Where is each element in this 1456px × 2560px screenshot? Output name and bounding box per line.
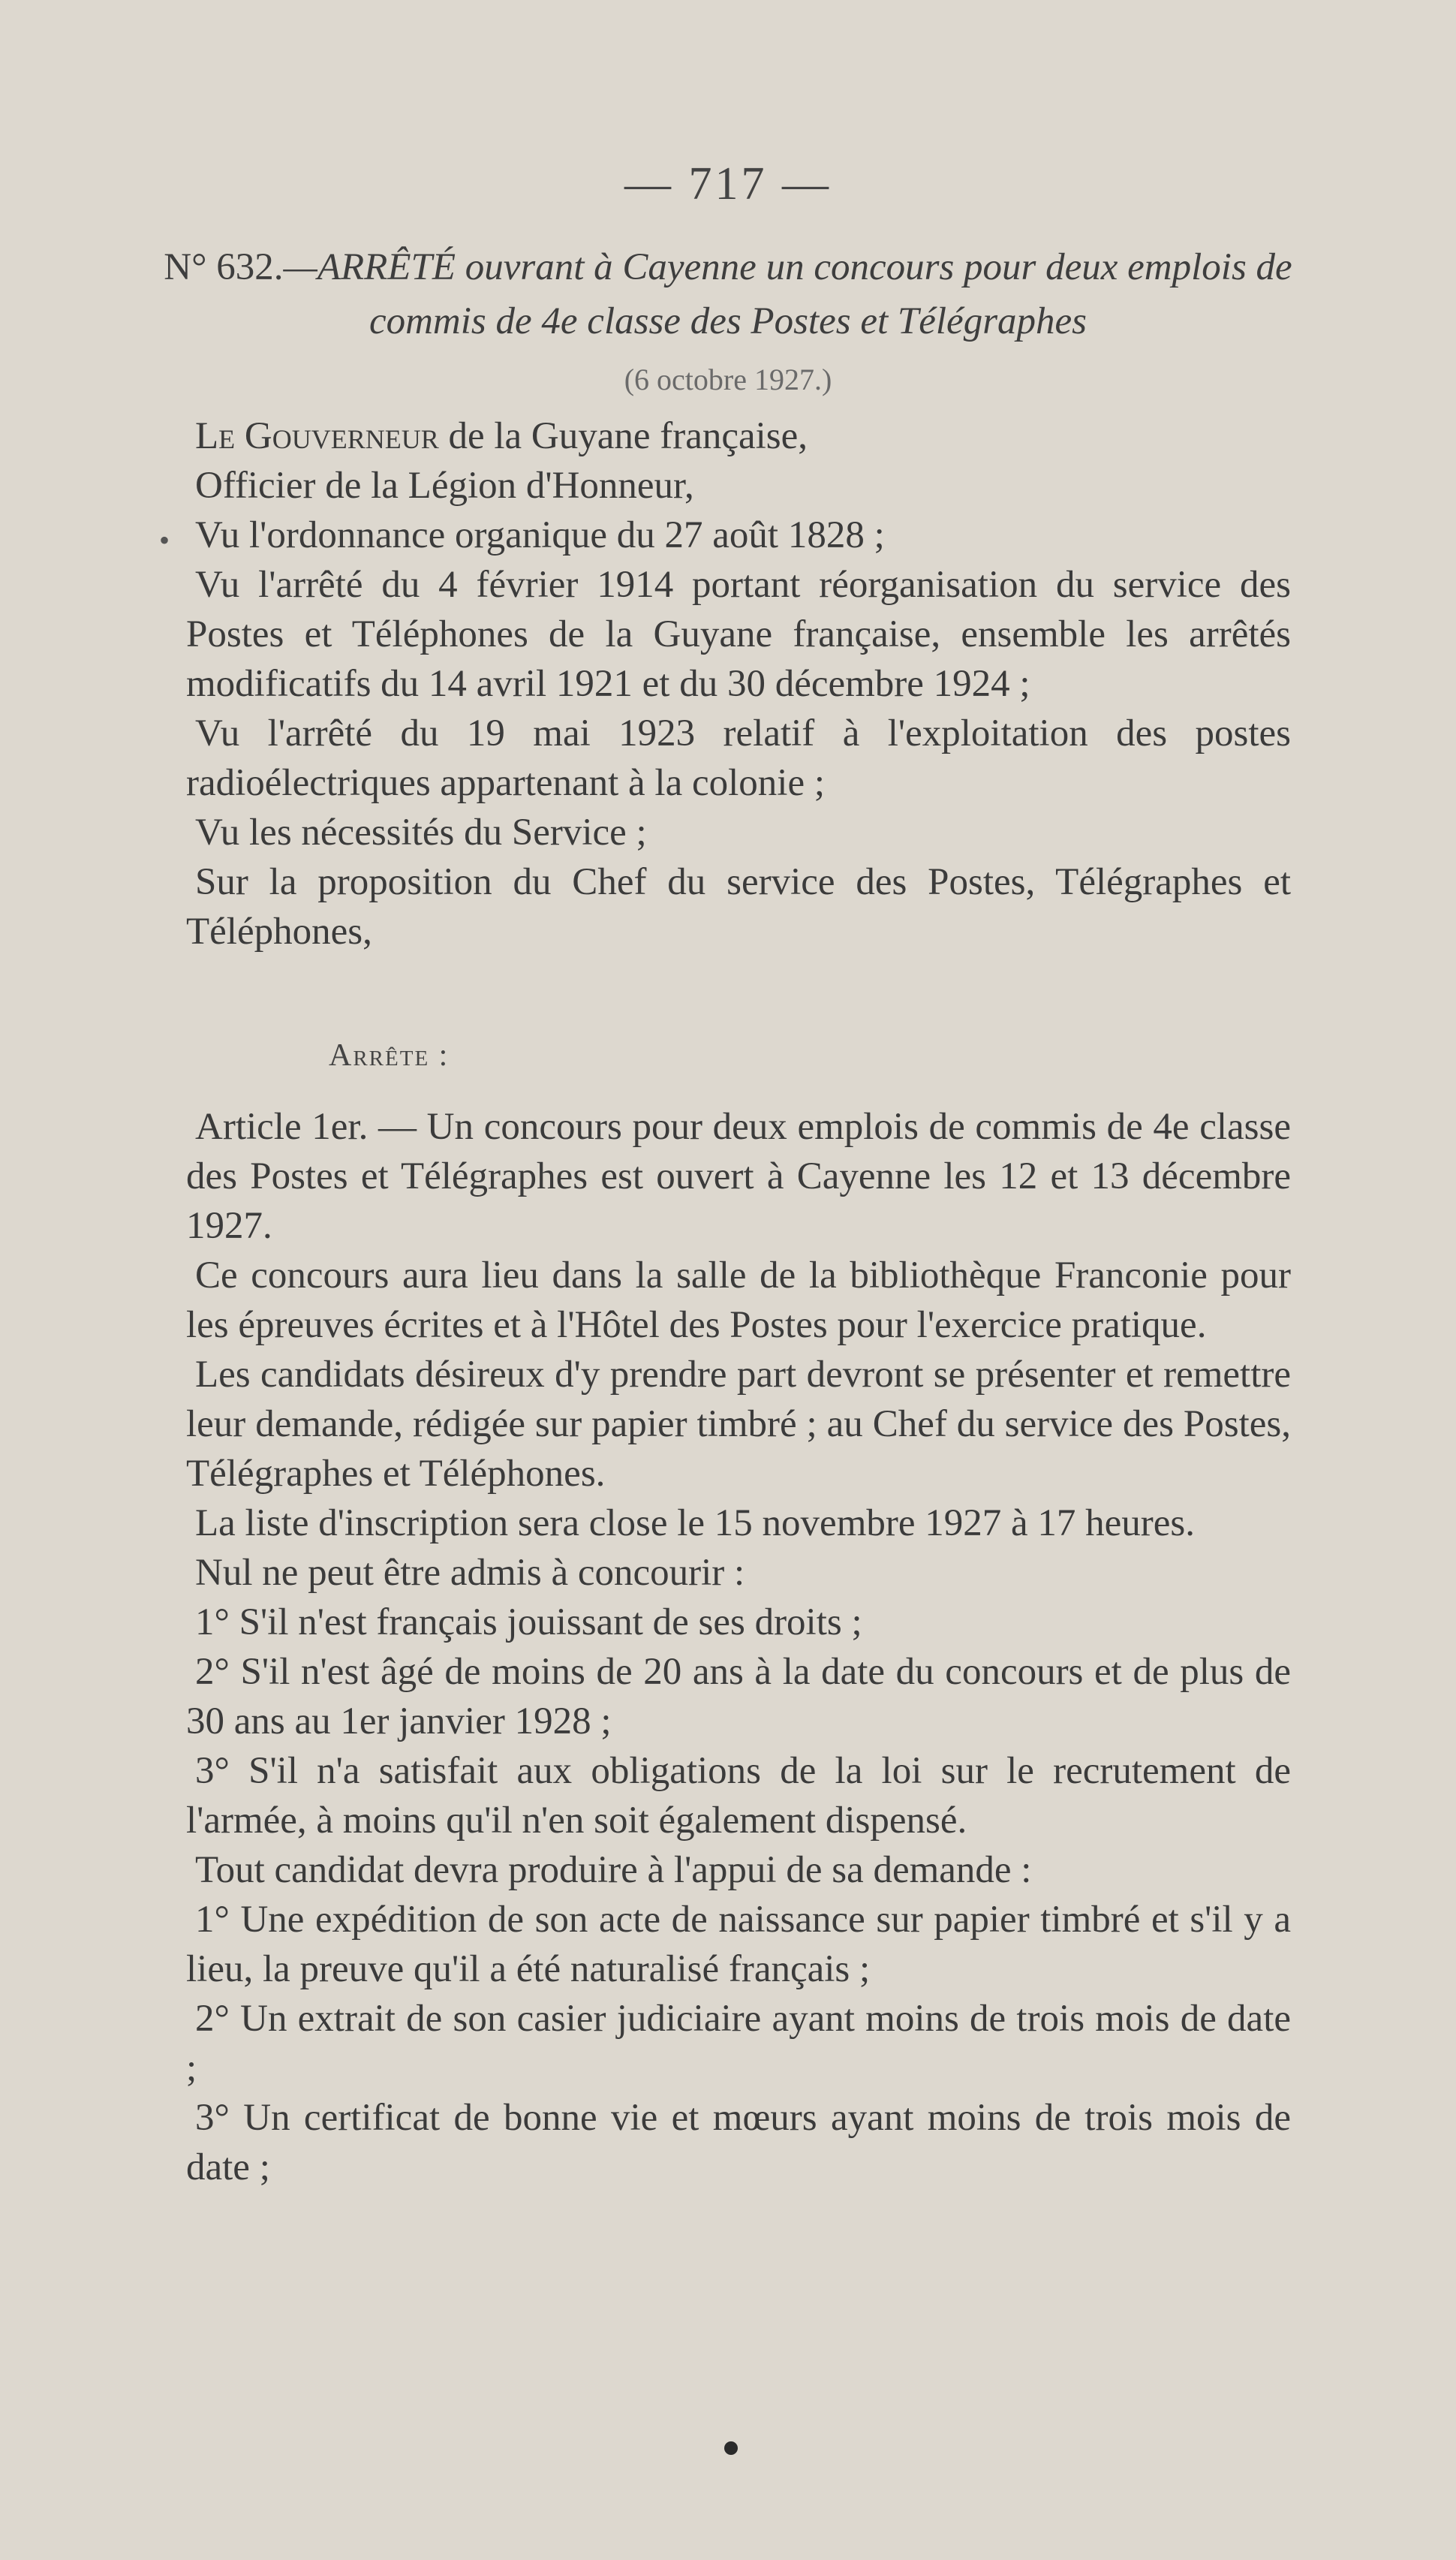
decree-title-text: —ARRÊTÉ ouvrant à Cayenne un concours pour deux emplois de commis de 4e classe des Postes et Télégraphes — [283, 246, 1292, 342]
condition-2: 2° S'il n'est âgé de moins de 20 ans à la date du concours et de plus de 30 ans au 1er janvier 1928 ; — [186, 1651, 1291, 1742]
vu-paragraph-1: Vu l'ordonnance organique du 27 août 1828 ; — [195, 514, 885, 556]
article-1: Article 1er. — Un concours pour deux emplois de commis de 4e classe des Postes et Télégraphes est ouvert à Cayenne les 12 et 13 décembre 1927. — [186, 1106, 1291, 1247]
piece-3: 3° Un certificat de bonne vie et mœurs ayant moins de trois mois de date ; — [186, 2097, 1291, 2188]
bullet-dot-icon — [724, 2441, 738, 2455]
officier-line: Officier de la Légion d'Honneur, — [195, 465, 694, 507]
margin-mark-icon: • — [159, 523, 170, 557]
liste-paragraph: La liste d'inscription sera close le 15 novembre 1927 à 17 heures. — [195, 1502, 1195, 1544]
page-number: — 717 — — [624, 158, 832, 209]
vu-paragraph-2: Vu l'arrêté du 4 février 1914 portant réorganisation du service des Postes et Téléphones de la Guyane française, ensemble les arrêtés modificatifs du 14 avril 1921 et du 30 décembre 1924 ; — [186, 564, 1291, 705]
condition-1: 1° S'il n'est français jouissant de ses droits ; — [195, 1601, 862, 1643]
decree-date: (6 octobre 1927.) — [624, 363, 832, 396]
gouverneur-rest: de la Guyane française, — [438, 415, 808, 457]
candidats-paragraph: Les candidats désireux d'y prendre part devront se présenter et remettre leur demande, rédigée sur papier timbré ; au Chef du service des Postes, Télégraphes et Téléphones. — [186, 1354, 1291, 1495]
vu-paragraph-3: Vu l'arrêté du 19 mai 1923 relatif à l'exploitation des postes radioélectriques appartenant à la colonie ; — [186, 712, 1291, 804]
nul-paragraph: Nul ne peut être admis à concourir : — [195, 1552, 745, 1594]
vu-paragraph-4: Vu les nécessités du Service ; — [195, 812, 647, 854]
decree-number: N° 632. — [164, 246, 284, 288]
gouverneur-smallcaps: Le Gouverneur — [195, 415, 439, 457]
gouverneur-line — [186, 411, 1291, 461]
condition-3: 3° S'il n'a satisfait aux obligations de la loi sur le recrutement de l'armée, à moins qu'il n'en soit également dispensé. — [186, 1750, 1291, 1842]
decree-body — [186, 1102, 1291, 2192]
preamble — [186, 411, 1291, 956]
piece-2: 2° Un extrait de son casier judiciaire ayant moins de trois mois de date ; — [186, 1998, 1291, 2089]
arrete-label: Arrête : — [329, 1038, 450, 1073]
decree-title — [143, 240, 1313, 348]
sur-proposition: Sur la proposition du Chef du service des Postes, Télégraphes et Téléphones, — [186, 861, 1291, 953]
tout-candidat: Tout candidat devra produire à l'appui de sa demande : — [195, 1849, 1032, 1891]
lieu-paragraph: Ce concours aura lieu dans la salle de la bibliothèque Franconie pour les épreuves écrites et à l'Hôtel des Postes pour l'exercice pratique. — [186, 1254, 1291, 1346]
piece-1: 1° Une expédition de son acte de naissance sur papier timbré et s'il y a lieu, la preuve qu'il a été naturalisé français ; — [186, 1899, 1291, 1990]
